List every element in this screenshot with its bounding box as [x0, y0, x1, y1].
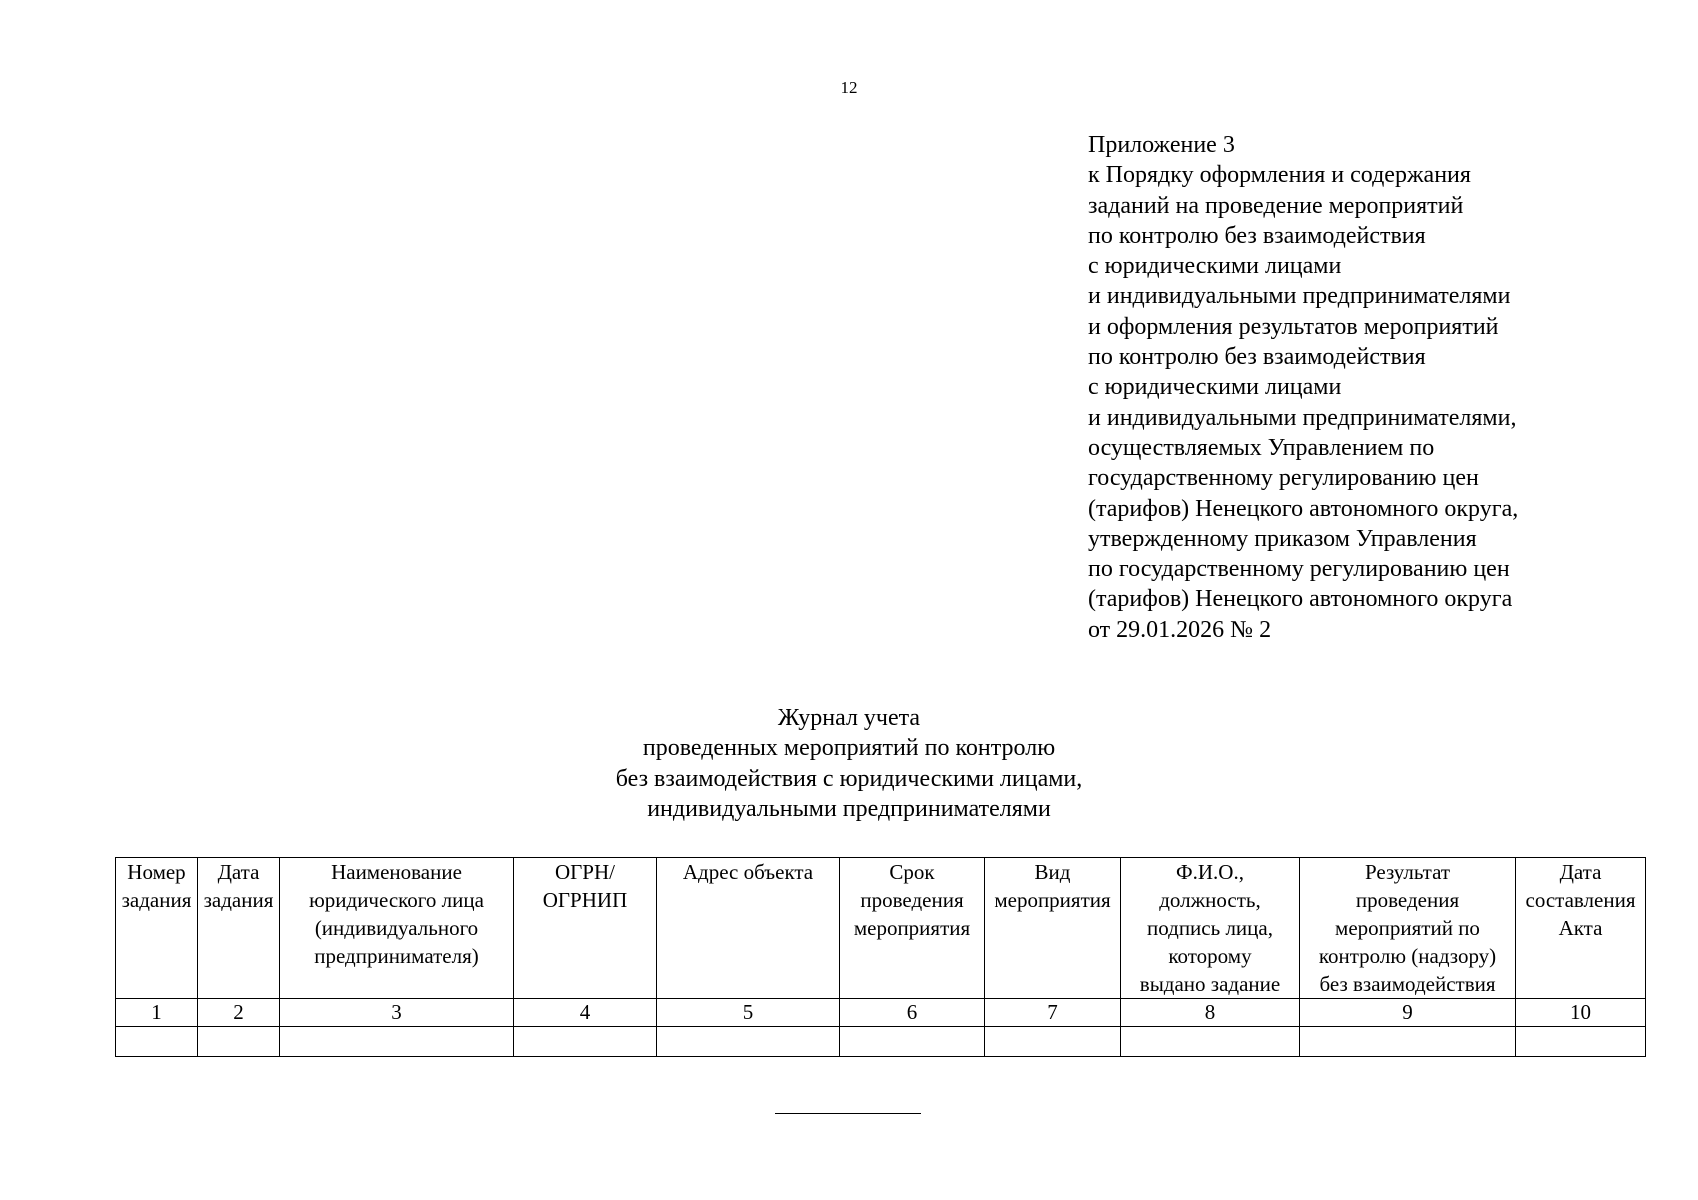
journal-title-line: без взаимодействия с юридическими лицами, — [615, 765, 1083, 792]
column-header-act-date: Дата составления Акта — [1516, 858, 1646, 999]
column-number: 10 — [1516, 999, 1646, 1027]
journal-title-line: Журнал учета — [777, 705, 921, 731]
appendix-line: и индивидуальными предпринимателями — [1088, 283, 1511, 310]
appendix-line: заданий на проведение мероприятий — [1088, 192, 1464, 219]
appendix-line: по контролю без взаимодействия — [1088, 222, 1426, 249]
appendix-line: с юридическими лицами — [1088, 253, 1342, 280]
appendix-line: утвержденному приказом Управления — [1088, 525, 1477, 552]
column-number-row — [116, 999, 1646, 1027]
table-cell — [657, 1027, 840, 1057]
column-number: 9 — [1300, 999, 1516, 1027]
column-number: 2 — [198, 999, 280, 1027]
column-number: 3 — [280, 999, 514, 1027]
appendix-line: и индивидуальными предпринимателями, — [1088, 404, 1517, 431]
appendix-line: государственному регулированию цен — [1088, 465, 1479, 492]
table-row — [116, 1027, 1646, 1057]
appendix-line: к Порядку оформления и содержания — [1088, 162, 1471, 189]
table-cell — [514, 1027, 657, 1057]
table-cell — [1516, 1027, 1646, 1057]
column-number: 4 — [514, 999, 657, 1027]
closing-divider — [775, 1113, 921, 1114]
column-header-result: Результат проведения мероприятий по контролю (надзору) без взаимодействия — [1300, 858, 1516, 999]
table-cell — [280, 1027, 514, 1057]
column-number: 1 — [116, 999, 198, 1027]
column-header-object-address: Адрес объекта — [657, 858, 840, 999]
column-number: 8 — [1121, 999, 1300, 1027]
appendix-line: по государственному регулированию цен — [1088, 556, 1510, 583]
journal-title — [0, 703, 1698, 824]
table-cell — [985, 1027, 1121, 1057]
table-cell — [840, 1027, 985, 1057]
column-header-event-type: Вид мероприятия — [985, 858, 1121, 999]
appendix-line: по контролю без взаимодействия — [1088, 344, 1426, 371]
column-header-task-number: Номер задания — [116, 858, 198, 999]
column-number: 6 — [840, 999, 985, 1027]
journal-title-line: индивидуальными предпринимателями — [647, 795, 1051, 822]
appendix-line: и оформления результатов мероприятий — [1088, 313, 1499, 340]
page-number: 12 — [840, 78, 858, 97]
appendix-line: (тарифов) Ненецкого автономного округа, — [1088, 495, 1519, 522]
column-number: 7 — [985, 999, 1121, 1027]
column-header-term: Срок проведения мероприятия — [840, 858, 985, 999]
table-cell — [1300, 1027, 1516, 1057]
table-cell — [198, 1027, 280, 1057]
appendix-reference — [1088, 130, 1648, 645]
appendix-line: осуществляемых Управлением по — [1088, 434, 1435, 461]
table-cell — [116, 1027, 198, 1057]
column-number: 5 — [657, 999, 840, 1027]
column-header-ogrn: ОГРН/ ОГРНИП — [514, 858, 657, 999]
appendix-line: от 29.01.2026 № 2 — [1088, 616, 1272, 643]
appendix-line: с юридическими лицами — [1088, 374, 1342, 401]
appendix-line: Приложение 3 — [1088, 132, 1235, 158]
table-cell — [1121, 1027, 1300, 1057]
column-header-responsible-person: Ф.И.О., должность, подпись лица, которому выдано задание — [1121, 858, 1300, 999]
column-header-task-date: Дата задания — [198, 858, 280, 999]
journal-table — [115, 857, 1646, 1057]
appendix-line: (тарифов) Ненецкого автономного округа — [1088, 586, 1513, 613]
column-header-entity-name: Наименование юридического лица (индивидуального предпринимателя) — [280, 858, 514, 999]
journal-title-line: проведенных мероприятий по контролю — [642, 735, 1056, 762]
table-header-row — [116, 858, 1646, 999]
